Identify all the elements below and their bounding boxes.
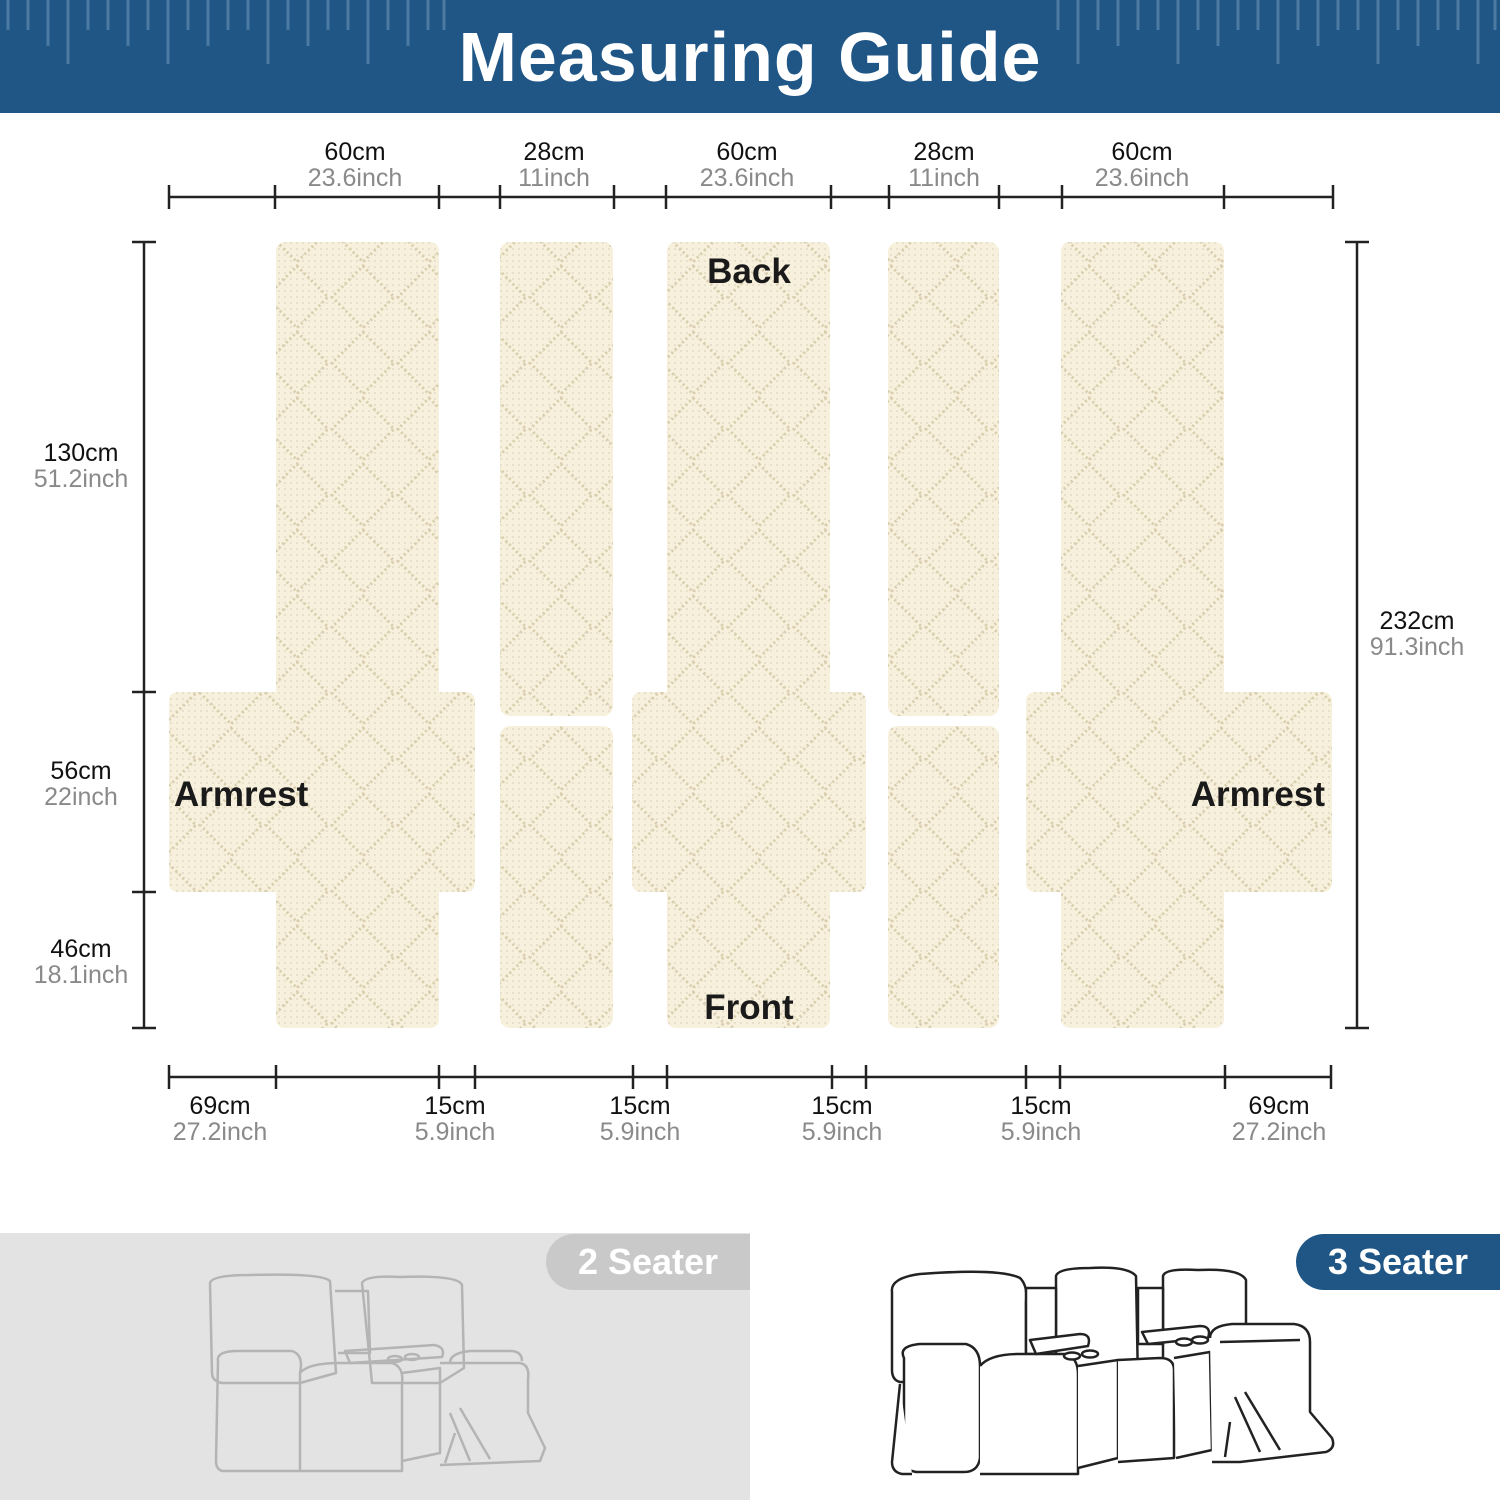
bottom-dim-cm: 15cm bbox=[424, 1092, 486, 1120]
right-dim-inch: 91.3inch bbox=[1369, 633, 1465, 661]
right-dimension-labels bbox=[1370, 607, 1465, 661]
bottom-dim-inch: 5.9inch bbox=[599, 1118, 681, 1146]
bottom-dimension-labels bbox=[173, 1092, 1327, 1146]
bottom-dim-inch: 27.2inch bbox=[1231, 1118, 1327, 1146]
top-dim-inch: 23.6inch bbox=[1094, 164, 1190, 192]
bottom-dim-inch: 5.9inch bbox=[1000, 1118, 1082, 1146]
right-dimension-rule bbox=[1345, 242, 1369, 1028]
bottom-dim-cm: 15cm bbox=[609, 1092, 671, 1120]
left-dim-inch: 51.2inch bbox=[33, 465, 129, 493]
top-dim-cm: 60cm bbox=[324, 138, 386, 166]
three-seater-sofa-icon bbox=[880, 1262, 1340, 1492]
top-dim-cm: 60cm bbox=[716, 138, 778, 166]
console-panel-right-top bbox=[888, 242, 999, 716]
bottom-dim-inch: 5.9inch bbox=[801, 1118, 883, 1146]
bottom-dimension-rule bbox=[169, 1065, 1331, 1089]
top-dim-cm: 60cm bbox=[1111, 138, 1173, 166]
three-seater-badge[interactable]: 3 Seater bbox=[1296, 1234, 1500, 1290]
center-recliner-panel bbox=[632, 242, 866, 1028]
left-dim-inch: 18.1inch bbox=[33, 961, 129, 989]
bottom-dim-cm: 69cm bbox=[1248, 1092, 1310, 1120]
right-dim-cm: 232cm bbox=[1379, 607, 1455, 635]
left-dim-cm: 56cm bbox=[50, 757, 112, 785]
top-dim-cm: 28cm bbox=[913, 138, 975, 166]
bottom-dim-cm: 69cm bbox=[189, 1092, 251, 1120]
top-dim-inch: 11inch bbox=[518, 164, 590, 192]
left-dimension-rule bbox=[132, 242, 156, 1028]
armrest-right-label: Armrest bbox=[1190, 775, 1325, 814]
left-dim-cm: 130cm bbox=[43, 439, 119, 467]
two-seater-badge[interactable]: 2 Seater bbox=[546, 1234, 750, 1290]
console-panel-left-bottom bbox=[500, 726, 613, 1028]
front-label: Front bbox=[704, 988, 794, 1027]
top-dimension-labels bbox=[308, 138, 1190, 192]
back-label: Back bbox=[707, 252, 791, 291]
bottom-dim-inch: 5.9inch bbox=[414, 1118, 496, 1146]
top-dim-inch: 11inch bbox=[908, 164, 980, 192]
bottom-dim-cm: 15cm bbox=[1010, 1092, 1072, 1120]
left-dim-inch: 22inch bbox=[44, 783, 118, 811]
top-dim-inch: 23.6inch bbox=[699, 164, 795, 192]
cover-panels bbox=[169, 242, 1332, 1028]
left-dim-cm: 46cm bbox=[50, 935, 112, 963]
left-recliner-panel bbox=[169, 242, 475, 1028]
console-panel-right-bottom bbox=[888, 726, 999, 1028]
top-dim-cm: 28cm bbox=[523, 138, 585, 166]
right-recliner-panel bbox=[1026, 242, 1332, 1028]
console-panel-left-top bbox=[500, 242, 613, 716]
top-dim-inch: 23.6inch bbox=[307, 164, 403, 192]
bottom-dim-inch: 27.2inch bbox=[172, 1118, 268, 1146]
armrest-left-label: Armrest bbox=[174, 775, 309, 814]
left-dimension-labels bbox=[34, 439, 129, 989]
bottom-dim-cm: 15cm bbox=[811, 1092, 873, 1120]
page-title: Measuring Guide bbox=[458, 18, 1042, 96]
